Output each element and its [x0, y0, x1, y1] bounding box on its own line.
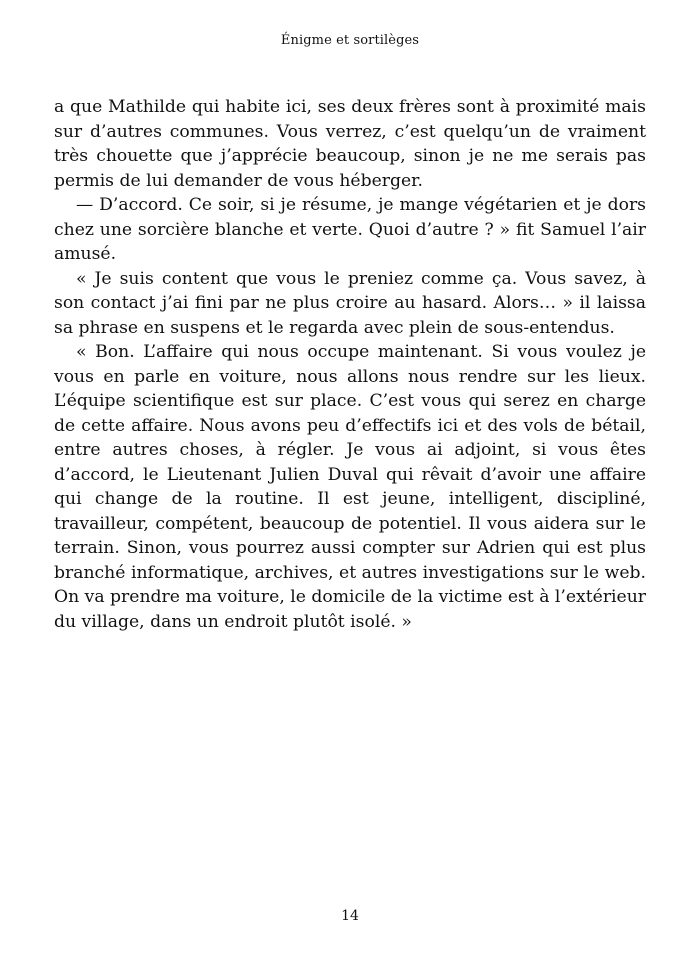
- paragraph-continuation: a que Mathilde qui habite ici, ses deux frères sont à proximité mais sur d’autres communes. Vous verrez, c’est quelqu’un de vraiment très chouette que j’apprécie beaucoup, sinon je ne me serais pas permis de lui demander de vous héberger.: [54, 97, 646, 191]
- body-text: [54, 95, 646, 634]
- paragraph-dialogue-affaire: « Bon. L’affaire qui nous occupe maintenant. Si vous voulez je vous en parle en voiture, nous allons nous rendre sur les lieux. L’équipe scientifique est sur place. C’est vous qui serez en charge de cette affaire. Nous avons peu d’effectifs ici et des vols de bétail, entre autres choses, à régler. Je vous ai adjoint, si vous êtes d’accord, le Lieutenant Julien Duval qui rêvait d’avoir une affaire qui change de la routine. Il est jeune, intelligent, discipliné, travailleur, compétent, beaucoup de potentiel. Il vous aidera sur le terrain. Sinon, vous pourrez aussi compter sur Adrien qui est plus branché informatique, archives, et autres investigations sur le web. On va prendre ma voiture, le domicile de la victime est à l’extérieur du village, dans un endroit plutôt isolé. »: [54, 342, 646, 632]
- paragraph-dialogue-content: « Je suis content que vous le preniez comme ça. Vous savez, à son contact j’ai fini par ne plus croire au hasard. Alors… » il laissa sa phrase en suspens et le regarda avec plein de sous-entendus.: [54, 268, 646, 338]
- page-number: 14: [341, 908, 359, 924]
- running-head-title: Énigme et sortilèges: [280, 33, 420, 48]
- paragraph-dialogue-samuel: — D’accord. Ce soir, si je résume, je mange végétarien et je dors chez une sorcière blanche et verte. Quoi d’autre ? » fit Samuel l’air amusé.: [54, 195, 646, 264]
